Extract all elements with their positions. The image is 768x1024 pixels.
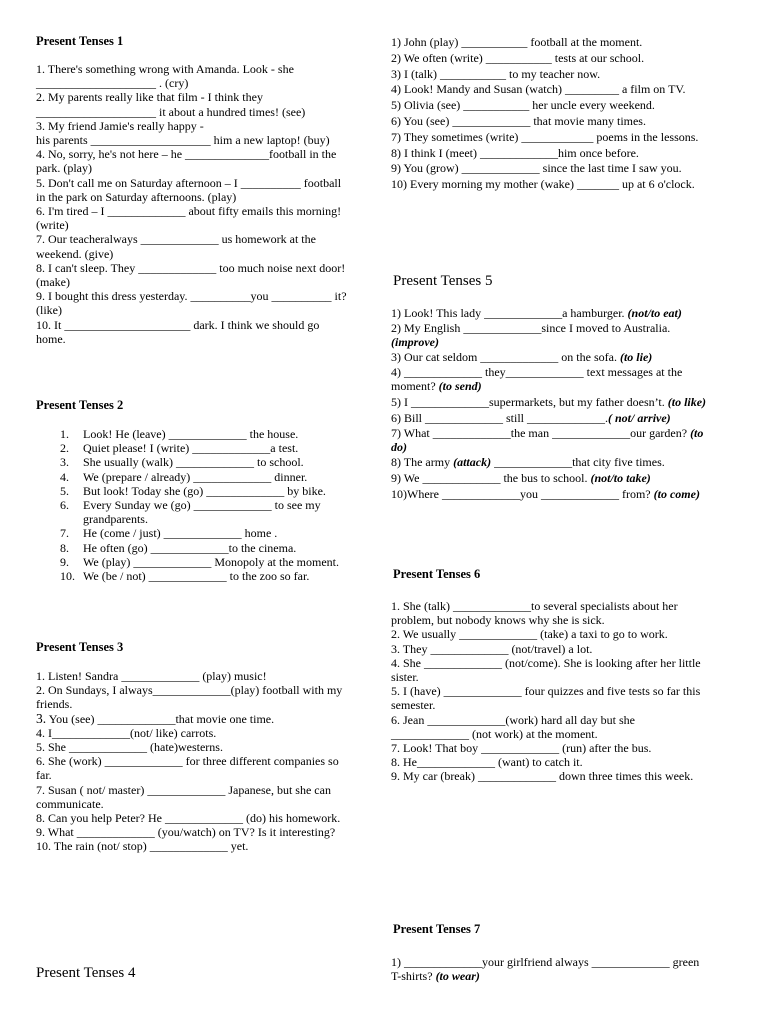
exercise-line: 4) Look! Mandy and Susan (watch) _________ a film on TV. xyxy=(391,82,686,97)
exercise-line: 5) Olivia (see) ___________ her uncle every weekend. xyxy=(391,98,655,113)
present-tenses-1 xyxy=(36,34,371,346)
exercise-text: T-shirts? xyxy=(391,969,436,984)
section-title: Present Tenses 3 xyxy=(36,640,124,654)
exercise-text: 10)Where _____________you _____________ from? xyxy=(391,487,654,501)
exercise-line: sister. xyxy=(391,670,419,685)
exercise-line: 7. Our teacheralways _____________ us homework at the xyxy=(36,232,316,247)
exercise-text: 9) We _____________ the bus to school. xyxy=(391,471,591,485)
present-tenses-2 xyxy=(36,398,371,583)
exercise-text: 5) I _____________supermarkets, but my father doesn’t. xyxy=(391,395,668,409)
exercise-line: 2. We usually _____________ (take) a taxi to go to work. xyxy=(391,627,668,642)
exercise-line xyxy=(36,712,371,726)
verb-hint: (to like) xyxy=(667,395,707,409)
exercise-line: 10. The rain (not/ stop) _____________ yet. xyxy=(36,839,249,854)
present-tenses-6 xyxy=(391,567,736,784)
exercise-line xyxy=(391,470,736,486)
exercise-line: 1. There's something wrong with Amanda. Look - she xyxy=(36,62,294,76)
verb-hint: (improve) xyxy=(391,335,439,349)
exercise-line: weekend. (give) xyxy=(36,246,114,261)
exercise-line: 1) John (play) ___________ football at the moment. xyxy=(391,35,643,49)
exercise-list xyxy=(391,35,736,193)
exercise-line xyxy=(391,379,736,394)
exercise-line: 10. It _____________________ dark. I think we should go xyxy=(36,317,320,332)
exercise-text: 6) Bill _____________ still _____________. xyxy=(391,411,609,425)
list-item: 6. Every Sunday we (go) _____________ to see my grandparents. xyxy=(83,498,371,526)
exercise-text: You (see) _____________that movie one time. xyxy=(48,711,275,726)
exercise-text: 8) The army xyxy=(391,455,454,469)
exercise-line xyxy=(391,321,736,335)
exercise-line: semester. xyxy=(391,698,436,713)
exercise-line: far. xyxy=(36,768,52,783)
exercise-line: 9. I bought this dress yesterday. __________you __________ it? xyxy=(36,289,347,304)
exercise-line: ____________________ . (cry) xyxy=(36,76,189,91)
exercise-list xyxy=(391,955,736,983)
list-item: 8. He often (go) _____________to the cinema. xyxy=(83,541,371,555)
exercise-line: 8. He_____________ (want) to catch it. xyxy=(391,755,583,770)
section-title: Present Tenses 1 xyxy=(36,34,124,48)
section-title: Present Tenses 4 xyxy=(36,965,136,981)
list-item: 5. But look! Today she (go) _____________ by bike. xyxy=(83,484,371,498)
verb-hint: (to xyxy=(690,426,704,440)
exercise-list xyxy=(391,306,736,502)
exercise-line xyxy=(391,486,736,502)
exercise-text: 2) My English _____________since I moved to Australia. xyxy=(391,321,671,335)
exercise-line: 5. I (have) _____________ four quizzes and five tests so far this xyxy=(391,684,701,699)
exercise-line: 1. Listen! Sandra _____________ (play) music! xyxy=(36,669,267,683)
exercise-text: 1) Look! This lady _____________a hamburger. xyxy=(391,306,628,320)
exercise-line: 8. I can't sleep. They _____________ too much noise next door! xyxy=(36,260,346,275)
exercise-line xyxy=(391,410,736,426)
exercise-line: 6. Jean _____________(work) hard all day but she xyxy=(391,712,635,727)
exercise-line: 1) _____________your girlfriend always _____________ green xyxy=(391,955,700,969)
present-tenses-3 xyxy=(36,640,371,854)
exercise-line: problem, but nobody knows why she is sick. xyxy=(391,613,605,628)
exercise-line xyxy=(391,426,736,440)
exercise-line: 3. They _____________ (not/travel) a lot. xyxy=(391,641,593,656)
item-number: 3. xyxy=(36,710,47,726)
exercise-text: moment? xyxy=(391,379,439,393)
exercise-line: park. (play) xyxy=(36,161,92,176)
section-title: Present Tenses 6 xyxy=(393,567,481,581)
exercise-line: 9) You (grow) _____________ since the last time I saw you. xyxy=(391,161,682,176)
exercise-line: in the park on Saturday afternoons. (play) xyxy=(36,189,237,204)
exercise-text: 7) What _____________the man _____________our garden? xyxy=(391,426,691,440)
exercise-line: _____________ (not work) at the moment. xyxy=(391,726,598,741)
exercise-line xyxy=(391,440,736,454)
verb-hint: do) xyxy=(391,440,407,454)
section-title: Present Tenses 5 xyxy=(393,273,493,289)
exercise-line: 3) I (talk) ___________ to my teacher now. xyxy=(391,66,601,81)
list-item: 10. We (be / not) _____________ to the zoo so far. xyxy=(83,569,371,583)
exercise-line xyxy=(391,306,736,321)
exercise-line: 9. What _____________ (you/watch) on TV? Is it interesting? xyxy=(36,825,336,840)
exercise-line xyxy=(391,454,736,470)
list-item: 1. Look! He (leave) _____________ the house. xyxy=(83,427,371,441)
exercise-text: 4) _____________ they_____________ text messages at the xyxy=(391,365,683,379)
verb-hint: (to lie) xyxy=(619,350,653,364)
exercise-line: 7) They sometimes (write) ____________ poems in the lessons. xyxy=(391,129,699,144)
list-item: 7. He (come / just) _____________ home . xyxy=(83,526,371,540)
exercise-line: friends. xyxy=(36,697,73,712)
verb-hint: (to come) xyxy=(653,487,700,501)
verb-hint: (not/to eat) xyxy=(627,306,682,320)
exercise-text: _____________that city five times. xyxy=(491,455,665,469)
present-tenses-4-items xyxy=(391,35,736,193)
exercise-line: 2) We often (write) ___________ tests at our school. xyxy=(391,50,645,65)
list-item: 4. We (prepare / already) _____________ dinner. xyxy=(83,470,371,484)
present-tenses-5 xyxy=(391,272,736,502)
exercise-line: home. xyxy=(36,331,66,346)
exercise-line: 2. On Sundays, I always_____________(play) football with my xyxy=(36,683,343,698)
exercise-line: 3. My friend Jamie's really happy - xyxy=(36,118,204,133)
exercise-list xyxy=(36,669,371,854)
exercise-list xyxy=(36,427,371,583)
exercise-line: 5. She _____________ (hate)westerns. xyxy=(36,740,223,755)
exercise-line: 4. She _____________ (not/come). She is looking after her little xyxy=(391,655,701,670)
list-item: 2. Quiet please! I (write) _____________a test. xyxy=(83,441,371,455)
section-title: Present Tenses 2 xyxy=(36,398,124,412)
verb-hint: (attack) xyxy=(453,455,492,469)
exercise-line: 5. Don't call me on Saturday afternoon – I __________ football xyxy=(36,175,342,190)
verb-hint: (to send) xyxy=(438,379,482,393)
exercise-line: 1. She (talk) _____________to several specialists about her xyxy=(391,599,678,613)
present-tenses-7 xyxy=(391,922,736,983)
verb-hint: (not/to take) xyxy=(590,471,651,485)
exercise-line: 6) You (see) _____________ that movie many times. xyxy=(391,113,646,128)
exercise-line: 10) Every morning my mother (wake) _______ up at 6 o'clock. xyxy=(391,177,695,192)
verb-hint: ( not/ arrive) xyxy=(608,411,671,425)
list-item: 3. She usually (walk) _____________ to school. xyxy=(83,455,371,469)
exercise-text: 3) Our cat seldom _____________ on the sofa. xyxy=(391,350,620,364)
exercise-line: 7. Look! That boy _____________ (run) after the bus. xyxy=(391,741,652,756)
exercise-line: his parents ____________________ him a new laptop! (buy) xyxy=(36,133,330,148)
exercise-line: 8) I think I (meet) _____________him once before. xyxy=(391,145,639,160)
exercise-line: ____________________ it about a hundred times! (see) xyxy=(36,104,306,119)
exercise-line: 6. I'm tired – I _____________ about fifty emails this morning! xyxy=(36,204,342,219)
exercise-line: 4. I_____________(not/ like) carrots. xyxy=(36,725,217,740)
exercise-line xyxy=(391,335,736,349)
exercise-list xyxy=(391,599,736,784)
exercise-list xyxy=(36,62,371,346)
exercise-line: (make) xyxy=(36,275,70,290)
exercise-line xyxy=(391,349,736,365)
exercise-line: 9. My car (break) _____________ down three times this week. xyxy=(391,769,694,784)
section-title: Present Tenses 7 xyxy=(393,922,481,936)
exercise-line: 7. Susan ( not/ master) _____________ Japanese, but she can xyxy=(36,782,331,797)
exercise-line: (write) xyxy=(36,218,69,233)
exercise-line xyxy=(391,365,736,379)
exercise-line: communicate. xyxy=(36,796,104,811)
list-item: 9. We (play) _____________ Monopoly at the moment. xyxy=(83,555,371,569)
exercise-line xyxy=(391,969,736,983)
present-tenses-4-heading xyxy=(36,964,371,982)
exercise-line: 2. My parents really like that film - I think they xyxy=(36,90,263,105)
verb-hint: (to wear) xyxy=(435,969,480,984)
exercise-line: 6. She (work) _____________ for three different companies so xyxy=(36,754,339,769)
exercise-line: (like) xyxy=(36,303,62,318)
exercise-line: 8. Can you help Peter? He _____________ (do) his homework. xyxy=(36,811,341,826)
exercise-line: 4. No, sorry, he's not here – he ______________football in the xyxy=(36,147,337,162)
exercise-line xyxy=(391,394,736,410)
